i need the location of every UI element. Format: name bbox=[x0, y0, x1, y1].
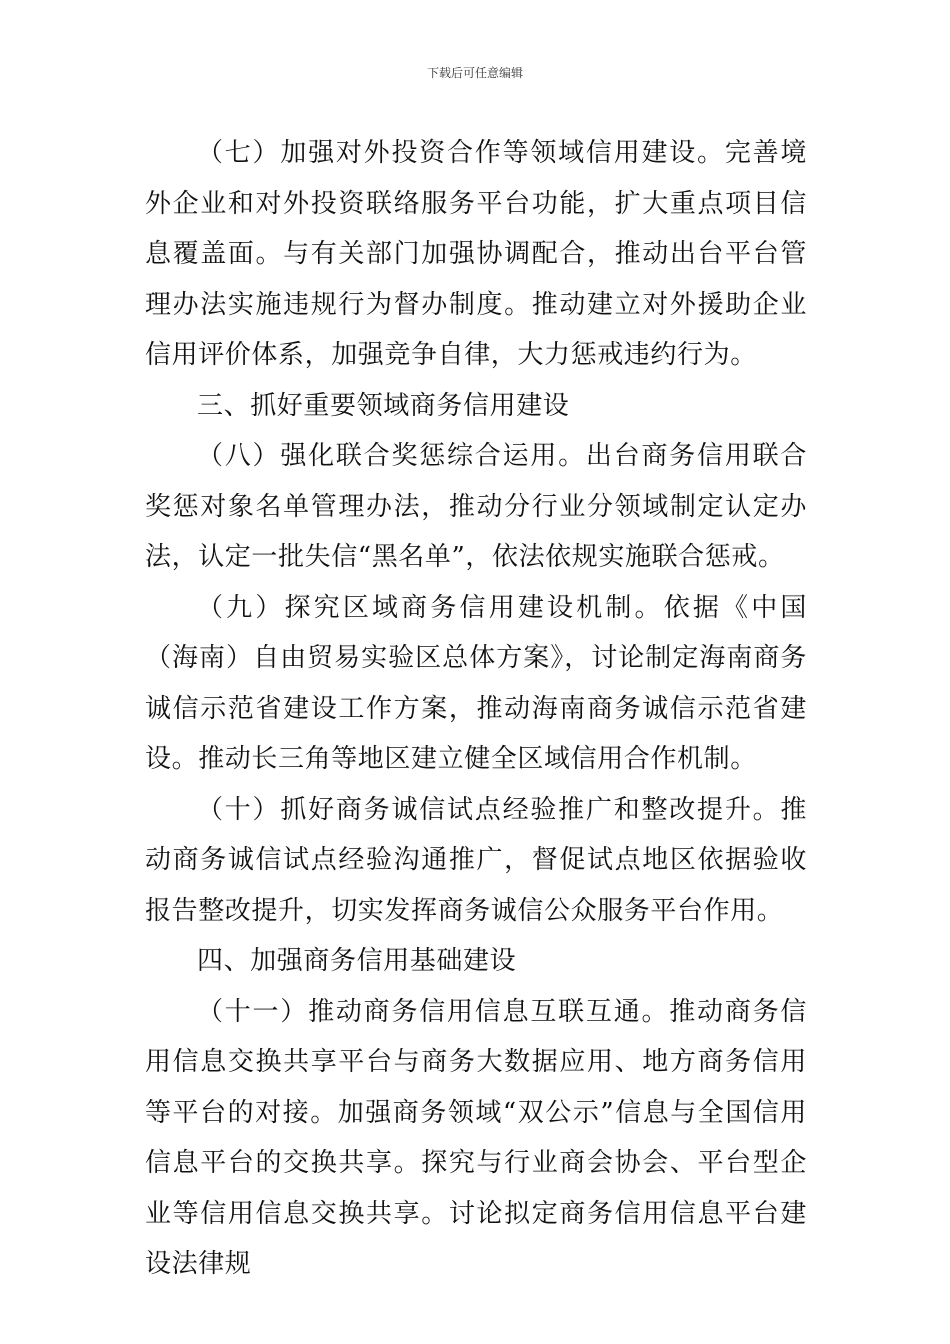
paragraph-8: （八）强化联合奖惩综合运用。出台商务信用联合奖惩对象名单管理办法，推动分行业分领域制定认定办法，认定一批失信“黑名单”，依法依规实施联合惩戒。 bbox=[145, 441, 807, 572]
paragraph-10: （十）抓好商务诚信试点经验推广和整改提升。推动商务诚信试点经验沟通推广，督促试点地区依据验收报告整改提升，切实发挥商务诚信公众服务平台作用。 bbox=[145, 794, 807, 926]
document-body bbox=[145, 128, 807, 1290]
paragraph-11: （十一）推动商务信用信息互联互通。推动商务信用信息交换共享平台与商务大数据应用、地方商务信用等平台的对接。加强商务领域“双公示”信息与全国信用信息平台的交换共享。探究与行业商会协会、平台型企业等信用信息交换共享。讨论拟定商务信用信息平台建设法律规 bbox=[145, 996, 807, 1279]
section-heading-4: 四、加强商务信用基础建设 bbox=[197, 946, 517, 976]
paragraph-9: （九）探究区域商务信用建设机制。依据《中国（海南）自由贸易实验区总体方案》，讨论制定海南商务诚信示范省建设工作方案，推动海南商务诚信示范省建设。推动长三角等地区建立健全区域信用合作机制。 bbox=[145, 592, 807, 774]
page-header-note: 下载后可任意编辑 bbox=[426, 66, 523, 80]
section-heading-3: 三、抓好重要领域商务信用建设 bbox=[197, 390, 570, 421]
paragraph-7: （七）加强对外投资合作等领域信用建设。完善境外企业和对外投资联络服务平台功能，扩大重点项目信息覆盖面。与有关部门加强协调配合，推动出台平台管理办法实施违规行为督办制度。推动建立对外援助企业信用评价体系，加强竞争自律，大力惩戒违约行为。 bbox=[145, 138, 807, 370]
